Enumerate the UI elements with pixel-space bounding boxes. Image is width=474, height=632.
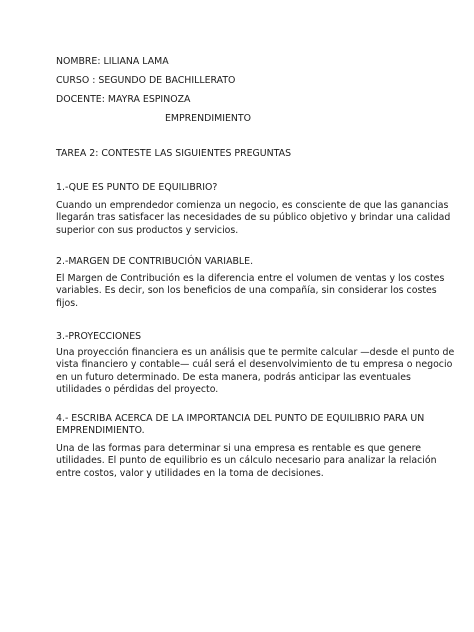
question-4-heading [56,413,425,438]
answer-3-line: Una proyección financiera es un análisis que te permite calcular —desde el punto de [56,347,455,358]
question-3-heading: 3.-PROYECCIONES [56,331,142,342]
teacher: DOCENTE: MAYRA ESPINOZA [56,94,191,105]
answer-2 [56,273,445,310]
answer-1 [56,200,451,237]
answer-4-line: entre costos, valor y utilidades en la toma de decisiones. [56,467,324,479]
answer-4-line: Una de las formas para determinar si una empresa es rentable es que genere [56,443,422,454]
answer-1-line: Cuando un emprendedor comienza un negocio, es consciente de que las ganancias [56,200,449,211]
question-4-heading-line: EMPRENDIMIENTO. [56,425,145,437]
answer-1-line: superior con sus productos y servicios. [56,224,239,236]
answer-2-line: fijos. [56,297,79,309]
answer-3-line: utilidades o pérdidas del proyecto. [56,384,219,396]
assignment-title: TAREA 2: CONTESTE LAS SIGUIENTES PREGUNTAS [56,148,292,159]
answer-3 [56,347,455,397]
question-2-heading: 2.-MARGEN DE CONTRIBUCIÓN VARIABLE. [56,256,254,267]
answer-2-line: El Margen de Contribución es la diferencia entre el volumen de ventas y los costes [56,273,445,284]
answer-2-line: variables. Es decir, son los beneficios de una compañía, sin considerar los costes [56,285,437,297]
course: CURSO : SEGUNDO DE BACHILLERATO [56,75,236,86]
answer-1-line: llegarán tras satisfacer las necesidades de su público objetivo y brindar una calidad [56,212,451,224]
answer-3-line: en un futuro determinado. De esta manera, podrás anticipar las eventuales [56,371,411,383]
subject-title: EMPRENDIMIENTO [165,113,251,124]
question-4-heading-line: 4.- ESCRIBA ACERCA DE LA IMPORTANCIA DEL PUNTO DE EQUILIBRIO PARA UN [56,413,425,424]
student-name: NOMBRE: LILIANA LAMA [56,56,169,67]
answer-4-line: utilidades. El punto de equilibrio es un cálculo necesario para analizar la relación [56,455,437,467]
answer-3-line: vista financiero y contable— cuál será el desenvolvimiento de tu empresa o negocio [56,359,453,371]
answer-4 [56,443,437,480]
question-1-heading: 1.-QUE ES PUNTO DE EQUILIBRIO? [56,182,218,193]
